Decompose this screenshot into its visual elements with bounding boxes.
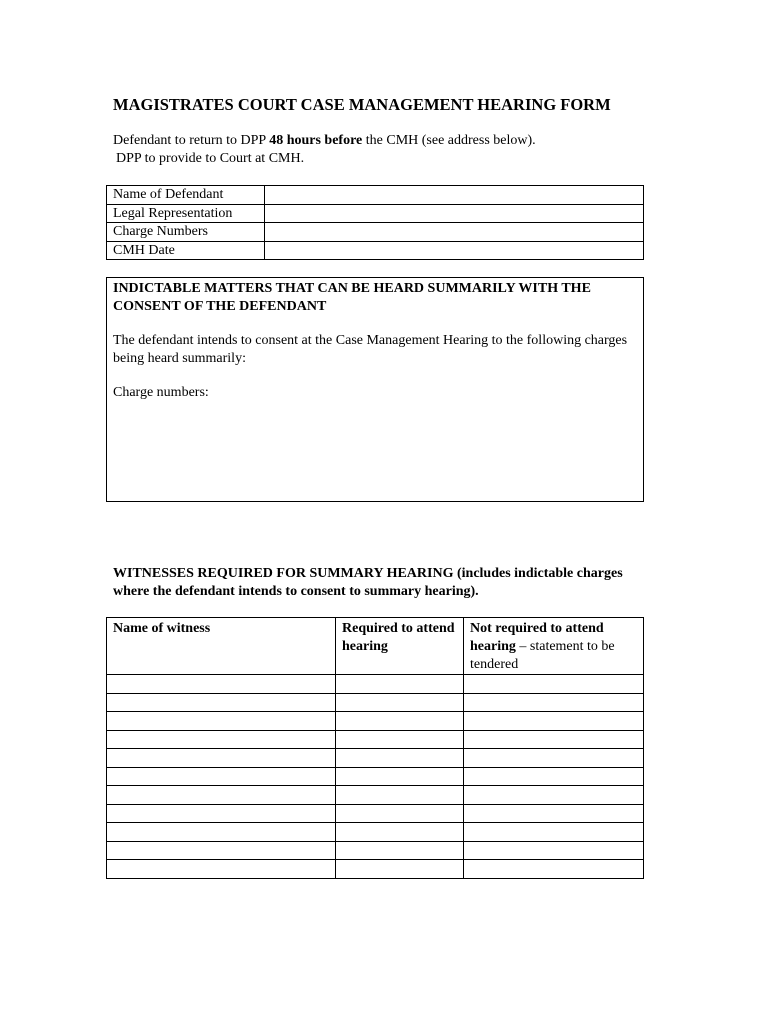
witness-name-cell[interactable] <box>107 767 336 786</box>
col-header-name: Name of witness <box>107 618 336 675</box>
witness-name-cell[interactable] <box>107 675 336 694</box>
witness-name-cell[interactable] <box>107 823 336 842</box>
field-cmh-date[interactable] <box>265 241 644 260</box>
witness-name-cell[interactable] <box>107 730 336 749</box>
intro-deadline: 48 hours before <box>269 133 363 148</box>
intro-line-1-start: Defendant to return to DPP <box>113 133 270 148</box>
witness-not-required-cell[interactable] <box>464 767 644 786</box>
table-row <box>107 823 644 842</box>
label-legal-representation: Legal Representation <box>107 204 265 223</box>
witness-table-header <box>107 618 644 675</box>
indictable-matters-box <box>106 277 644 502</box>
table-row <box>107 712 644 731</box>
details-row-defendant <box>107 186 644 205</box>
field-legal-representation[interactable] <box>265 204 644 223</box>
table-row <box>107 730 644 749</box>
label-cmh-date: CMH Date <box>107 241 265 260</box>
table-row <box>107 767 644 786</box>
table-row <box>107 786 644 805</box>
witness-name-cell[interactable] <box>107 786 336 805</box>
details-row-charges <box>107 223 644 242</box>
intro-instructions <box>113 132 536 168</box>
defendant-details-table <box>106 185 644 260</box>
witness-not-required-cell[interactable] <box>464 823 644 842</box>
witness-name-cell[interactable] <box>107 712 336 731</box>
witness-required-cell[interactable] <box>336 860 464 879</box>
details-row-cmh-date <box>107 241 644 260</box>
witness-required-cell[interactable] <box>336 823 464 842</box>
col-header-required: Required to attend hearing <box>336 618 464 675</box>
witness-name-cell[interactable] <box>107 749 336 768</box>
table-row <box>107 804 644 823</box>
intro-line-1 <box>113 132 536 150</box>
witness-not-required-cell[interactable] <box>464 730 644 749</box>
witness-required-cell[interactable] <box>336 693 464 712</box>
charge-numbers-label[interactable]: Charge numbers: <box>113 385 209 400</box>
witness-required-cell[interactable] <box>336 841 464 860</box>
indictable-heading: INDICTABLE MATTERS THAT CAN BE HEARD SUMMARILY WITH THE CONSENT OF THE DEFENDANT <box>113 281 591 314</box>
witness-required-cell[interactable] <box>336 749 464 768</box>
table-row <box>107 749 644 768</box>
witness-required-cell[interactable] <box>336 767 464 786</box>
col-header-not-required <box>464 618 644 675</box>
table-row <box>107 860 644 879</box>
witness-name-cell[interactable] <box>107 804 336 823</box>
intro-line-2: DPP to provide to Court at CMH. <box>116 151 305 166</box>
table-row <box>107 675 644 694</box>
witness-required-cell[interactable] <box>336 712 464 731</box>
witness-name-cell[interactable] <box>107 841 336 860</box>
witness-not-required-cell[interactable] <box>464 841 644 860</box>
witness-table <box>106 617 644 879</box>
field-charge-numbers[interactable] <box>265 223 644 242</box>
table-row <box>107 693 644 712</box>
indictable-body: The defendant intends to consent at the Case Management Hearing to the following charges being heard summarily: <box>113 333 628 366</box>
table-row <box>107 841 644 860</box>
col-header-not-required-bold: Not required to attend hearing <box>470 621 604 654</box>
details-row-representation <box>107 204 644 223</box>
field-defendant-name[interactable] <box>265 186 644 205</box>
witness-required-cell[interactable] <box>336 786 464 805</box>
witness-required-cell[interactable] <box>336 675 464 694</box>
witness-not-required-cell[interactable] <box>464 693 644 712</box>
witness-not-required-cell[interactable] <box>464 860 644 879</box>
witness-required-cell[interactable] <box>336 730 464 749</box>
page-title: MAGISTRATES COURT CASE MANAGEMENT HEARING FORM <box>113 95 611 114</box>
col-header-not-required-note: – statement to be tendered <box>470 639 615 672</box>
witness-not-required-cell[interactable] <box>464 786 644 805</box>
witness-not-required-cell[interactable] <box>464 749 644 768</box>
witness-name-cell[interactable] <box>107 693 336 712</box>
label-defendant-name: Name of Defendant <box>107 186 265 205</box>
witness-not-required-cell[interactable] <box>464 712 644 731</box>
witnesses-heading: WITNESSES REQUIRED FOR SUMMARY HEARING (includes indictable charges where the defendant intends to consent to summary hearing). <box>113 566 623 599</box>
witness-name-cell[interactable] <box>107 860 336 879</box>
witness-not-required-cell[interactable] <box>464 804 644 823</box>
witness-required-cell[interactable] <box>336 804 464 823</box>
label-charge-numbers: Charge Numbers <box>107 223 265 242</box>
witness-not-required-cell[interactable] <box>464 675 644 694</box>
intro-line-1-end: the CMH (see address below). <box>362 133 536 148</box>
